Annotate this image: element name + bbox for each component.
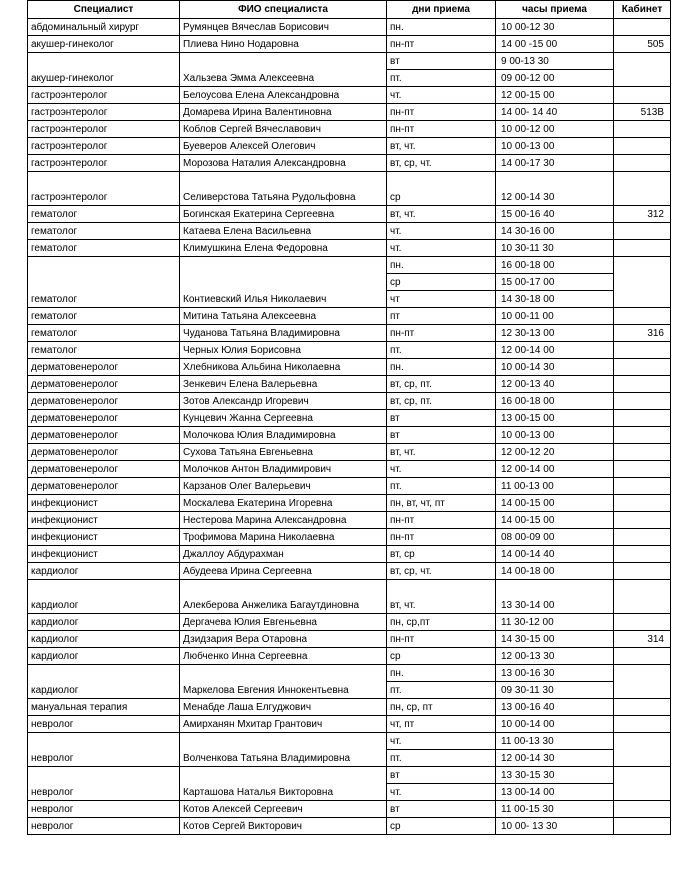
table-row: [28, 138, 671, 155]
table-row: [28, 818, 671, 835]
cell-fio: Амирханян Мхитар Грантович: [180, 716, 387, 733]
cell-hours: 13 00-15 00: [496, 410, 614, 427]
cell-fio: Богинская Екатерина Сергеевна: [180, 206, 387, 223]
cell-days: пт.: [387, 750, 496, 767]
cell-days: ср: [387, 172, 496, 206]
cell-days: пн-пт: [387, 121, 496, 138]
cell-days: пн, ср,пт: [387, 614, 496, 631]
cell-fio: Зотов Александр Игоревич: [180, 393, 387, 410]
cell-room: [614, 495, 671, 512]
cell-specialist: дерматовенеролог: [28, 376, 180, 393]
table-row: [28, 240, 671, 257]
cell-hours: 15 00-16 40: [496, 206, 614, 223]
cell-days: вт, чт.: [387, 206, 496, 223]
table-row: [28, 376, 671, 393]
cell-specialist: дерматовенеролог: [28, 410, 180, 427]
cell-room: [614, 529, 671, 546]
cell-room: 316: [614, 325, 671, 342]
header-specialist: Специалист: [28, 1, 180, 19]
table-row: [28, 767, 671, 784]
cell-specialist: кардиолог: [28, 631, 180, 648]
cell-room: [614, 257, 671, 308]
cell-hours: 14 30-18 00: [496, 291, 614, 308]
table-row: [28, 172, 671, 206]
cell-room: [614, 308, 671, 325]
cell-room: [614, 478, 671, 495]
cell-days: чт.: [387, 223, 496, 240]
cell-specialist: невролог: [28, 767, 180, 801]
cell-hours: 9 00-13 30: [496, 53, 614, 70]
table-row: [28, 325, 671, 342]
cell-days: вт: [387, 767, 496, 784]
cell-room: [614, 512, 671, 529]
table-row: [28, 206, 671, 223]
cell-specialist: инфекционист: [28, 512, 180, 529]
cell-fio: Менабде Лаша Елгуджович: [180, 699, 387, 716]
cell-room: [614, 121, 671, 138]
cell-days: пт: [387, 308, 496, 325]
cell-days: пн-пт: [387, 36, 496, 53]
cell-fio: Котов Алексей Сергеевич: [180, 801, 387, 818]
cell-room: [614, 546, 671, 563]
cell-fio: Абудеева Ирина Сергеевна: [180, 563, 387, 580]
table-row: [28, 308, 671, 325]
cell-days: пт.: [387, 682, 496, 699]
table-row: [28, 733, 671, 750]
cell-days: вт, ср, чт.: [387, 155, 496, 172]
cell-room: [614, 665, 671, 699]
cell-fio: Черных Юлия Борисовна: [180, 342, 387, 359]
cell-hours: 12 00-14 30: [496, 750, 614, 767]
cell-specialist: мануальная терапия: [28, 699, 180, 716]
cell-specialist: гастроэнтеролог: [28, 172, 180, 206]
cell-room: [614, 19, 671, 36]
cell-hours: 14 00-15 00: [496, 495, 614, 512]
cell-hours: 10 30-11 30: [496, 240, 614, 257]
cell-days: чт.: [387, 461, 496, 478]
cell-hours: 11 00-13 00: [496, 478, 614, 495]
schedule-body: [28, 19, 671, 835]
cell-fio: Хальзева Эмма Алексеевна: [180, 53, 387, 87]
cell-days: вт: [387, 53, 496, 70]
table-row: [28, 410, 671, 427]
cell-hours: 12 00-14 30: [496, 172, 614, 206]
cell-fio: Алекберова Анжелика Багаутдиновна: [180, 580, 387, 614]
cell-fio: Коблов Сергей Вячеславович: [180, 121, 387, 138]
cell-room: 312: [614, 206, 671, 223]
table-row: [28, 563, 671, 580]
cell-specialist: гематолог: [28, 223, 180, 240]
cell-fio: Чуданова Татьяна Владимировна: [180, 325, 387, 342]
table-row: [28, 427, 671, 444]
cell-room: 513В: [614, 104, 671, 121]
cell-fio: Котов Сергей Викторович: [180, 818, 387, 835]
cell-hours: 16 00-18 00: [496, 393, 614, 410]
table-row: [28, 614, 671, 631]
cell-days: пн.: [387, 257, 496, 274]
cell-days: пт.: [387, 478, 496, 495]
cell-hours: 12 00-12 20: [496, 444, 614, 461]
cell-days: пн.: [387, 665, 496, 682]
table-row: [28, 665, 671, 682]
cell-specialist: дерматовенеролог: [28, 444, 180, 461]
cell-room: [614, 444, 671, 461]
cell-specialist: невролог: [28, 716, 180, 733]
table-row: [28, 19, 671, 36]
cell-room: [614, 648, 671, 665]
schedule-table: [27, 0, 671, 835]
cell-days: вт, ср, чт.: [387, 563, 496, 580]
cell-hours: 10 00-12 00: [496, 121, 614, 138]
cell-fio: Джаллоу Абдурахман: [180, 546, 387, 563]
cell-room: [614, 393, 671, 410]
cell-fio: Карташова Наталья Викторовна: [180, 767, 387, 801]
table-row: [28, 155, 671, 172]
cell-room: [614, 53, 671, 87]
cell-specialist: невролог: [28, 818, 180, 835]
cell-days: пн-пт: [387, 631, 496, 648]
cell-hours: 08 00-09 00: [496, 529, 614, 546]
cell-room: [614, 410, 671, 427]
cell-hours: 14 00-17 30: [496, 155, 614, 172]
cell-room: [614, 699, 671, 716]
cell-room: [614, 223, 671, 240]
cell-specialist: невролог: [28, 801, 180, 818]
header-hours: часы приема: [496, 1, 614, 19]
cell-fio: Контиевский Илья Николаевич: [180, 257, 387, 308]
cell-hours: 13 00-16 40: [496, 699, 614, 716]
cell-fio: Нестерова Марина Александровна: [180, 512, 387, 529]
cell-hours: 14 00-15 00: [496, 512, 614, 529]
cell-hours: 09 00-12 00: [496, 70, 614, 87]
cell-room: [614, 359, 671, 376]
table-row: [28, 257, 671, 274]
cell-specialist: кардиолог: [28, 648, 180, 665]
cell-days: пн-пт: [387, 529, 496, 546]
cell-days: вт, чт.: [387, 444, 496, 461]
cell-days: чт.: [387, 733, 496, 750]
table-row: [28, 478, 671, 495]
cell-specialist: дерматовенеролог: [28, 427, 180, 444]
cell-days: чт.: [387, 240, 496, 257]
cell-room: [614, 563, 671, 580]
cell-specialist: гематолог: [28, 240, 180, 257]
table-row: [28, 121, 671, 138]
table-row: [28, 342, 671, 359]
cell-fio: Хлебникова Альбина Николаевна: [180, 359, 387, 376]
table-row: [28, 223, 671, 240]
cell-room: [614, 716, 671, 733]
cell-fio: Митина Татьяна Алексеевна: [180, 308, 387, 325]
cell-specialist: гастроэнтеролог: [28, 121, 180, 138]
cell-fio: Дергачева Юлия Евгеньевна: [180, 614, 387, 631]
cell-room: [614, 580, 671, 614]
cell-days: вт, чт.: [387, 138, 496, 155]
cell-hours: 10 00-14 00: [496, 716, 614, 733]
cell-days: пн-пт: [387, 512, 496, 529]
header-room: Кабинет: [614, 1, 671, 19]
header-fio: ФИО специалиста: [180, 1, 387, 19]
cell-hours: 13 00-16 30: [496, 665, 614, 682]
cell-hours: 12 00-14 00: [496, 461, 614, 478]
cell-days: пн, ср, пт: [387, 699, 496, 716]
cell-specialist: гастроэнтеролог: [28, 155, 180, 172]
cell-hours: 12 30-13 00: [496, 325, 614, 342]
cell-room: [614, 801, 671, 818]
cell-fio: Дзидзария Вера Отаровна: [180, 631, 387, 648]
cell-specialist: дерматовенеролог: [28, 478, 180, 495]
cell-hours: 11 00-13 30: [496, 733, 614, 750]
cell-hours: 10 00-12 30: [496, 19, 614, 36]
cell-hours: 11 00-15 30: [496, 801, 614, 818]
cell-days: ср: [387, 818, 496, 835]
cell-fio: Румянцев Вячеслав Борисович: [180, 19, 387, 36]
cell-hours: 14 00- 14 40: [496, 104, 614, 121]
cell-specialist: кардиолог: [28, 665, 180, 699]
cell-specialist: гематолог: [28, 342, 180, 359]
cell-days: чт: [387, 291, 496, 308]
cell-specialist: кардиолог: [28, 563, 180, 580]
cell-hours: 14 30-16 00: [496, 223, 614, 240]
cell-hours: 14 30-15 00: [496, 631, 614, 648]
cell-room: [614, 427, 671, 444]
cell-fio: Буеверов Алексей Олегович: [180, 138, 387, 155]
cell-room: [614, 767, 671, 801]
cell-room: [614, 733, 671, 767]
table-row: [28, 699, 671, 716]
cell-fio: Москалева Екатерина Игоревна: [180, 495, 387, 512]
table-row: [28, 512, 671, 529]
cell-hours: 09 30-11 30: [496, 682, 614, 699]
cell-hours: 13 30-15 30: [496, 767, 614, 784]
cell-room: [614, 240, 671, 257]
cell-specialist: гастроэнтеролог: [28, 138, 180, 155]
table-row: [28, 393, 671, 410]
cell-specialist: дерматовенеролог: [28, 393, 180, 410]
cell-specialist: гематолог: [28, 308, 180, 325]
cell-days: вт: [387, 801, 496, 818]
cell-specialist: акушер-гинеколог: [28, 36, 180, 53]
cell-specialist: кардиолог: [28, 580, 180, 614]
cell-specialist: инфекционист: [28, 495, 180, 512]
cell-fio: Молочкова Юлия Владимировна: [180, 427, 387, 444]
cell-specialist: инфекционист: [28, 529, 180, 546]
cell-hours: 15 00-17 00: [496, 274, 614, 291]
table-row: [28, 444, 671, 461]
cell-days: пн-пт: [387, 104, 496, 121]
cell-hours: 12 00-14 00: [496, 342, 614, 359]
cell-hours: 13 00-14 00: [496, 784, 614, 801]
table-row: [28, 648, 671, 665]
cell-fio: Волченкова Татьяна Владимировна: [180, 733, 387, 767]
cell-fio: Белоусова Елена Александровна: [180, 87, 387, 104]
cell-specialist: абдоминальный хирург: [28, 19, 180, 36]
cell-room: [614, 138, 671, 155]
cell-room: [614, 818, 671, 835]
table-row: [28, 87, 671, 104]
cell-hours: 10 00-13 00: [496, 138, 614, 155]
cell-room: [614, 461, 671, 478]
table-row: [28, 104, 671, 121]
cell-hours: 12 00-15 00: [496, 87, 614, 104]
header-days: дни приема: [387, 1, 496, 19]
cell-days: пт.: [387, 342, 496, 359]
cell-days: вт, чт.: [387, 580, 496, 614]
cell-days: вт: [387, 427, 496, 444]
table-row: [28, 529, 671, 546]
cell-hours: 10 00-11 00: [496, 308, 614, 325]
cell-specialist: гематолог: [28, 257, 180, 308]
cell-hours: 11 30-12 00: [496, 614, 614, 631]
cell-fio: Трофимова Марина Николаевна: [180, 529, 387, 546]
cell-room: [614, 87, 671, 104]
cell-hours: 14 00-18 00: [496, 563, 614, 580]
cell-hours: 16 00-18 00: [496, 257, 614, 274]
cell-days: чт.: [387, 784, 496, 801]
cell-specialist: гематолог: [28, 325, 180, 342]
cell-room: [614, 376, 671, 393]
table-row: [28, 53, 671, 70]
cell-fio: Селиверстова Татьяна Рудольфовна: [180, 172, 387, 206]
cell-days: вт, ср, пт.: [387, 393, 496, 410]
cell-specialist: дерматовенеролог: [28, 461, 180, 478]
cell-days: ср: [387, 648, 496, 665]
cell-fio: Сухова Татьяна Евгеньевна: [180, 444, 387, 461]
cell-days: пт.: [387, 70, 496, 87]
cell-days: чт, пт: [387, 716, 496, 733]
table-row: [28, 631, 671, 648]
cell-fio: Климушкина Елена Федоровна: [180, 240, 387, 257]
cell-specialist: акушер-гинеколог: [28, 53, 180, 87]
cell-days: пн-пт: [387, 325, 496, 342]
cell-fio: Зенкевич Елена Валерьевна: [180, 376, 387, 393]
cell-fio: Карзанов Олег Валерьевич: [180, 478, 387, 495]
cell-fio: Любченко Инна Сергеевна: [180, 648, 387, 665]
table-row: [28, 359, 671, 376]
cell-specialist: гастроэнтеролог: [28, 104, 180, 121]
cell-fio: Кунцевич Жанна Сергеевна: [180, 410, 387, 427]
cell-room: [614, 155, 671, 172]
cell-room: [614, 342, 671, 359]
table-row: [28, 546, 671, 563]
cell-days: пн.: [387, 19, 496, 36]
cell-days: вт, ср, пт.: [387, 376, 496, 393]
cell-hours: 10 00-14 30: [496, 359, 614, 376]
cell-fio: Плиева Нино Нодаровна: [180, 36, 387, 53]
table-row: [28, 801, 671, 818]
cell-days: пн, вт, чт, пт: [387, 495, 496, 512]
cell-room: [614, 614, 671, 631]
table-row: [28, 461, 671, 478]
cell-fio: Морозова Наталия Александровна: [180, 155, 387, 172]
header-row: [28, 1, 671, 19]
cell-fio: Молочков Антон Владимирович: [180, 461, 387, 478]
cell-fio: Домарева Ирина Валентиновна: [180, 104, 387, 121]
cell-specialist: невролог: [28, 733, 180, 767]
cell-hours: 10 00-13 00: [496, 427, 614, 444]
cell-fio: Катаева Елена Васильевна: [180, 223, 387, 240]
cell-days: вт, ср: [387, 546, 496, 563]
cell-hours: 10 00- 13 30: [496, 818, 614, 835]
cell-specialist: кардиолог: [28, 614, 180, 631]
cell-specialist: инфекционист: [28, 546, 180, 563]
cell-days: ср: [387, 274, 496, 291]
cell-specialist: гематолог: [28, 206, 180, 223]
cell-room: [614, 172, 671, 206]
cell-hours: 14 00 -15 00: [496, 36, 614, 53]
cell-room: 505: [614, 36, 671, 53]
table-row: [28, 716, 671, 733]
cell-fio: Маркелова Евгения Иннокентьевна: [180, 665, 387, 699]
cell-hours: 12 00-13 30: [496, 648, 614, 665]
table-row: [28, 495, 671, 512]
cell-days: вт: [387, 410, 496, 427]
cell-hours: 14 00-14 40: [496, 546, 614, 563]
table-row: [28, 36, 671, 53]
cell-room: 314: [614, 631, 671, 648]
cell-hours: 12 00-13 40: [496, 376, 614, 393]
cell-specialist: дерматовенеролог: [28, 359, 180, 376]
cell-days: пн.: [387, 359, 496, 376]
table-row: [28, 580, 671, 614]
cell-specialist: гастроэнтеролог: [28, 87, 180, 104]
cell-days: чт.: [387, 87, 496, 104]
cell-hours: 13 30-14 00: [496, 580, 614, 614]
